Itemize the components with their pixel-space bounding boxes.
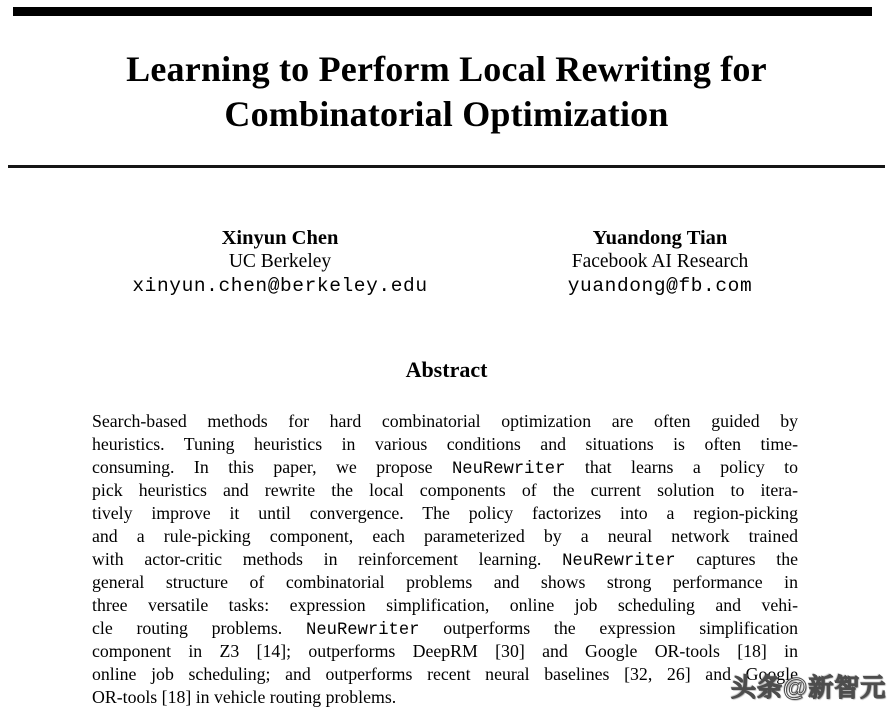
title-divider-rule <box>8 165 885 168</box>
abstract-text: outperforms the expression simplification <box>419 618 799 638</box>
abstract-line <box>92 548 798 571</box>
watermark-text: 头条@新智元 <box>731 674 887 702</box>
abstract-line <box>92 502 798 525</box>
abstract-text: consuming. In this paper, we propose <box>92 457 452 477</box>
author-affiliation: Facebook AI Research <box>571 251 749 272</box>
abstract-text: cle routing problems. <box>92 618 307 638</box>
neurewriter-code-text: NeuRewriter <box>451 460 566 479</box>
abstract-text: heuristics. Tuning heuristics in various conditions and situations is often time- <box>92 434 798 454</box>
abstract-line <box>92 433 798 456</box>
abstract-line <box>92 456 798 479</box>
abstract-line <box>92 410 798 433</box>
author-block-1 <box>90 227 470 299</box>
abstract-text: online job scheduling; and outperforms recent neural baselines [32, 26] and Google <box>92 664 798 684</box>
author-name: Xinyun Chen <box>221 227 339 249</box>
abstract-line <box>92 640 798 663</box>
top-black-rule <box>13 7 872 16</box>
paper-title <box>0 47 893 137</box>
abstract-line <box>92 479 798 502</box>
abstract-line <box>92 617 798 640</box>
abstract-text: Search-based methods for hard combinatorial optimization are often guided by <box>92 411 798 431</box>
abstract-heading: Abstract <box>405 357 488 382</box>
abstract-text: tively improve it until convergence. The policy factorizes into a region-picking <box>92 503 798 523</box>
author-affiliation: UC Berkeley <box>228 251 332 272</box>
abstract-text: pick heuristics and rewrite the local components of the current solution to itera- <box>92 480 798 500</box>
author-name: Yuandong Tian <box>592 227 728 249</box>
abstract-text: captures the <box>675 549 798 569</box>
abstract-text: OR-tools [18] in vehicle routing problems. <box>92 687 397 707</box>
title-line-2: Combinatorial Optimization <box>224 94 669 134</box>
abstract-line <box>92 525 798 548</box>
abstract-text: that learns a policy to <box>565 457 799 477</box>
abstract-body <box>92 410 798 709</box>
author-email: xinyun.chen@berkeley.edu <box>132 275 428 297</box>
abstract-text: general structure of combinatorial problems and shows strong performance in <box>92 572 798 592</box>
neurewriter-code-text: NeuRewriter <box>306 621 420 640</box>
title-line-1: Learning to Perform Local Rewriting for <box>126 49 767 89</box>
abstract-line <box>92 663 798 686</box>
abstract-text: and a rule-picking component, each parameterized by a neural network trained <box>92 526 798 546</box>
abstract-line <box>92 571 798 594</box>
author-block-2 <box>470 227 850 299</box>
abstract-text: component in Z3 [14]; outperforms DeepRM [30] and Google OR-tools [18] in <box>92 641 798 661</box>
abstract-text: with actor-critic methods in reinforcement learning. <box>92 549 563 569</box>
neurewriter-code-text: NeuRewriter <box>562 552 676 571</box>
abstract-text: three versatile tasks: expression simplification, online job scheduling and vehi- <box>92 595 798 615</box>
author-email: yuandong@fb.com <box>567 275 753 297</box>
abstract-line <box>92 686 798 709</box>
abstract-line <box>92 594 798 617</box>
